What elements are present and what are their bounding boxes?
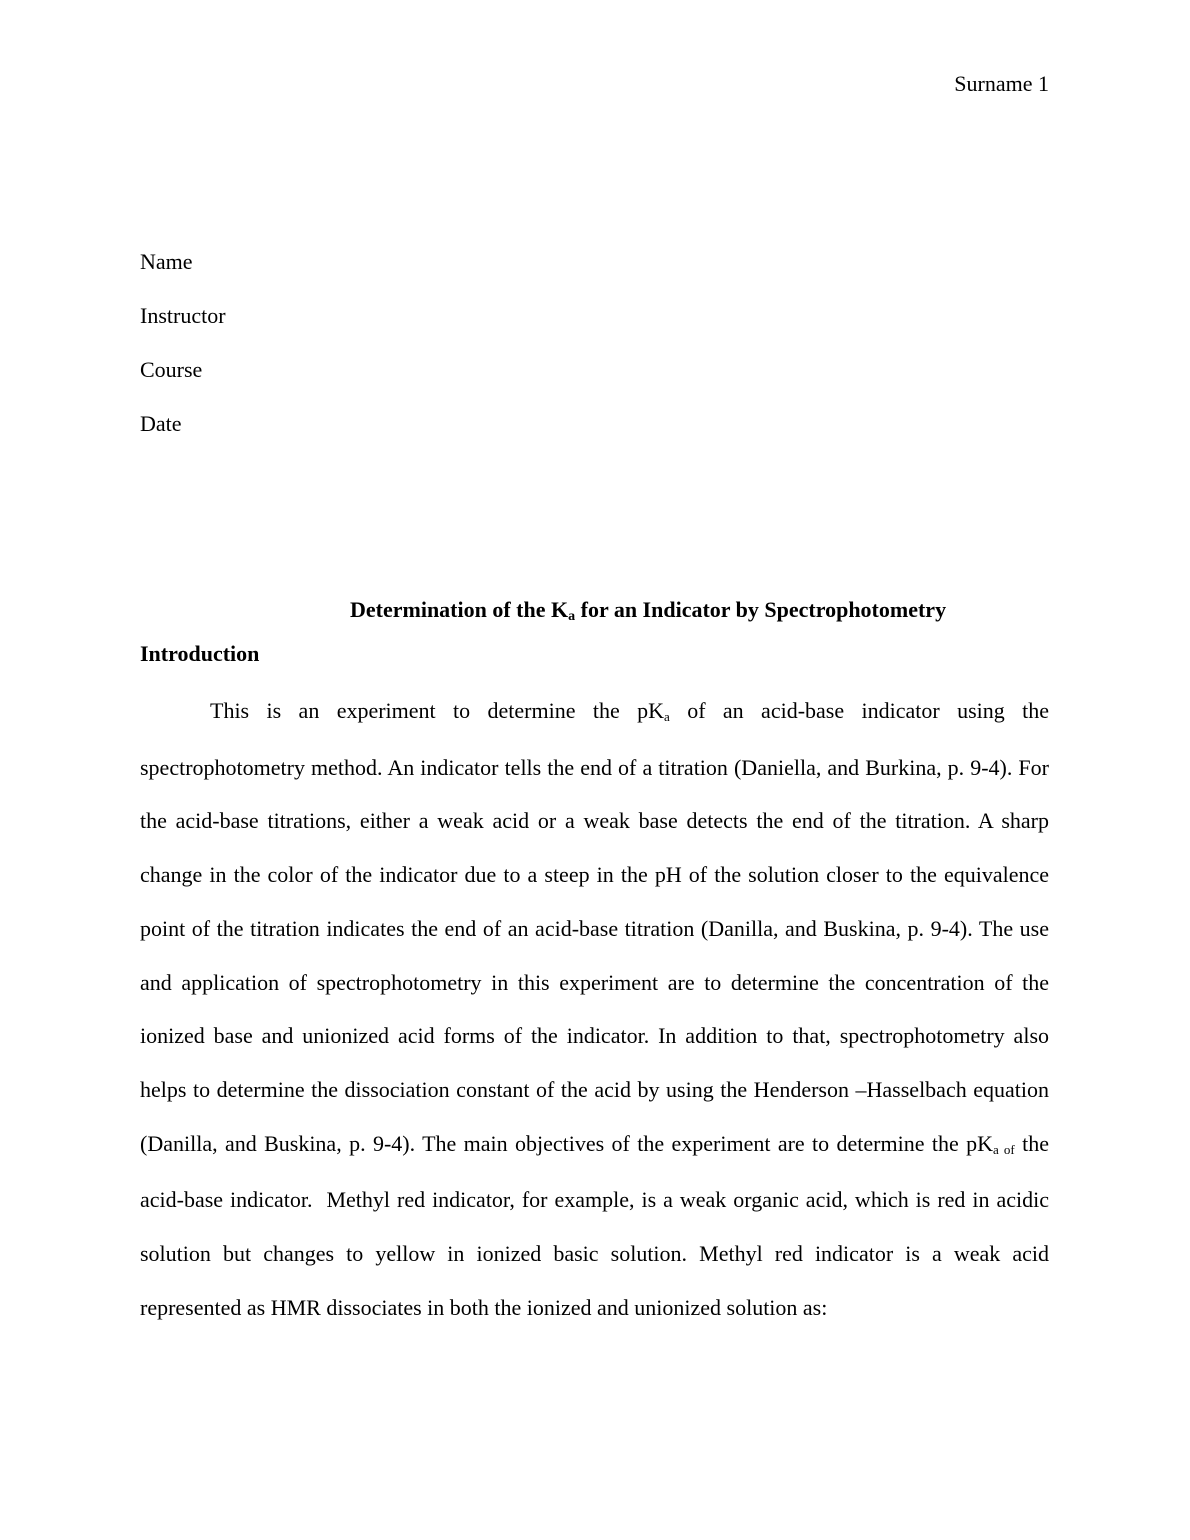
- paragraph-text-2: of an acid-base indicator using the spectrophotometry method. An indicator tells the end of a titration (Daniella, and Burkina, p. 9-4). For the acid-base titrations, either a weak acid or a weak base detects the end of the titration. A sharp change in the color of the indicator due to a steep in the pH of the solution closer to the equivalence point of the titration indicates the end of an acid-base titration (Danilla, and Buskina, p. 9-4). The use and application of spectrophotometry in this experiment are to determine the concentration of the ionized base and unionized acid forms of the indicator. In addition to that, spectrophotometry also helps to determine the dissociation constant of the acid by using the Henderson –Hasselbach equation (Danilla, and Buskina, p. 9-4). The main objectives of the experiment are to determine the pK: [140, 698, 1049, 1156]
- page-header: Surname 1: [954, 71, 1049, 96]
- instructor-name: Instructor: [140, 303, 226, 328]
- paragraph-text-3: the acid-base indicator. Methyl red indicator, for example, is a weak organic acid, which is red in acidic solution but changes to yellow in ionized basic solution. Methyl red indicator is a weak acid represented as HMR dissociates in both the ionized and unionized solution as:: [140, 1130, 1049, 1320]
- title-text-post: for an Indicator by Spectrophotometry: [575, 597, 947, 622]
- introduction-paragraph: [140, 684, 1049, 1334]
- paragraph-text-1: This is an experiment to determine the pK: [210, 698, 665, 723]
- pka-subscript-1: a: [664, 709, 670, 724]
- student-name: Name: [140, 249, 193, 274]
- pka-subscript-2: a of: [993, 1141, 1015, 1157]
- date: Date: [140, 411, 182, 436]
- title-subscript: a: [568, 609, 576, 624]
- introduction-heading: Introduction: [140, 641, 260, 666]
- document-title: [350, 596, 946, 628]
- title-text-pre: Determination of the K: [350, 597, 569, 622]
- course-name: Course: [140, 357, 203, 382]
